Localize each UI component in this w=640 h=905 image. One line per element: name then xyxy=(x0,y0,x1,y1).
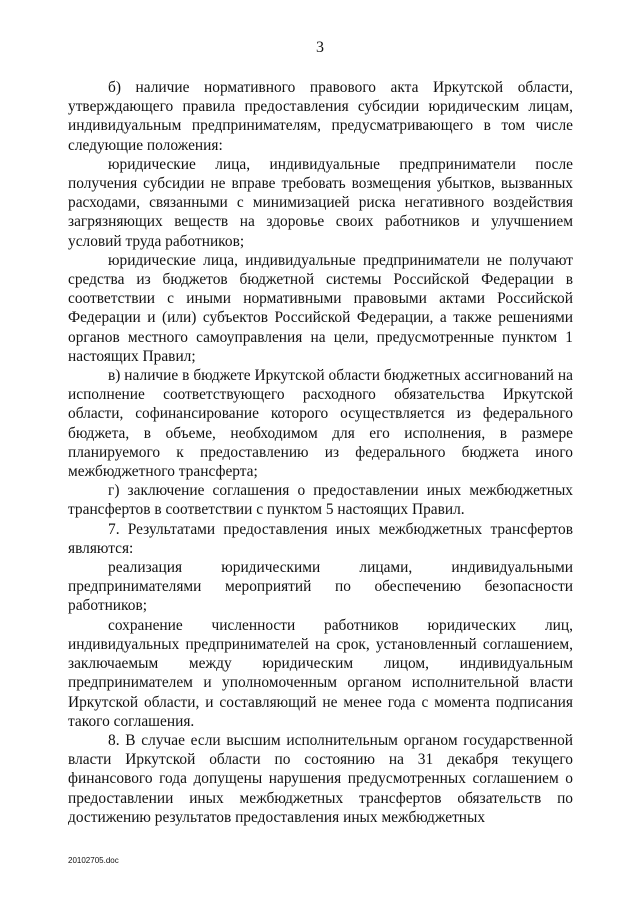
paragraph-7-result-2: сохранение численности работников юридических лиц, индивидуальных предпринимателей на срок, установленный соглашением, заключаемым между юридическим лицом, индивидуальным предпринимателем и уполномоченным органом исполнительной власти Иркутской области, и составляющий не менее года с момента подписания такого соглашения. xyxy=(68,616,573,730)
paragraph-v: в) наличие в бюджете Иркутской области бюджетных ассигнований на исполнение соответствующего расходного обязательства Иркутской области, софинансирование которого осуществляется из федерального бюджета, в объеме, необходимом для его исполнения, в размере планируемого к предоставлению из федерального бюджета иного межбюджетного трансферта; xyxy=(68,367,573,481)
paragraph-b-condition-1: юридические лица, индивидуальные предприниматели после получения субсидии не вправе требовать возмещения убытков, вызванных расходами, связанными с минимизацией риска негативного воздействия загрязняющих веществ на здоровье своих работников и улучшением условий труда работников; xyxy=(68,155,573,250)
paragraph-7-result-1: реализация юридическими лицами, индивидуальными предпринимателями мероприятий по обеспечению безопасности работников; xyxy=(68,559,573,615)
paragraph-b: б) наличие нормативного правового акта Иркутской области, утверждающего правила предоставления субсидии юридическим лицам, индивидуальным предпринимателям, предусматривающего в том числе следующие положения: xyxy=(68,79,573,154)
file-name-footer: 20102705.doc xyxy=(68,856,119,865)
paragraph-7: 7. Результатами предоставления иных межбюджетных трансфертов являются: xyxy=(68,520,573,557)
paragraph-8: 8. В случае если высшим исполнительным органом государственной власти Иркутской области по состоянию на 31 декабря текущего финансового года допущены нарушения предусмотренных соглашением о предоставлении иных межбюджетных трансфертов обязательств по достижению результатов предоставления иных межбюджетных xyxy=(68,731,573,826)
document-body xyxy=(68,78,573,827)
page-number: 3 xyxy=(316,39,324,56)
paragraph-b-condition-2: юридические лица, индивидуальные предприниматели не получают средства из бюджетов бюджетной системы Российской Федерации в соответствии с иными нормативными правовыми актами Российской Федерации и (или) субъектов Российской Федерации, а также решениями органов местного самоуправления на цели, предусмотренные пунктом 1 настоящих Правил; xyxy=(68,251,573,365)
paragraph-g: г) заключение соглашения о предоставлении иных межбюджетных трансфертов в соответствии с пунктом 5 настоящих Правил. xyxy=(68,482,573,519)
